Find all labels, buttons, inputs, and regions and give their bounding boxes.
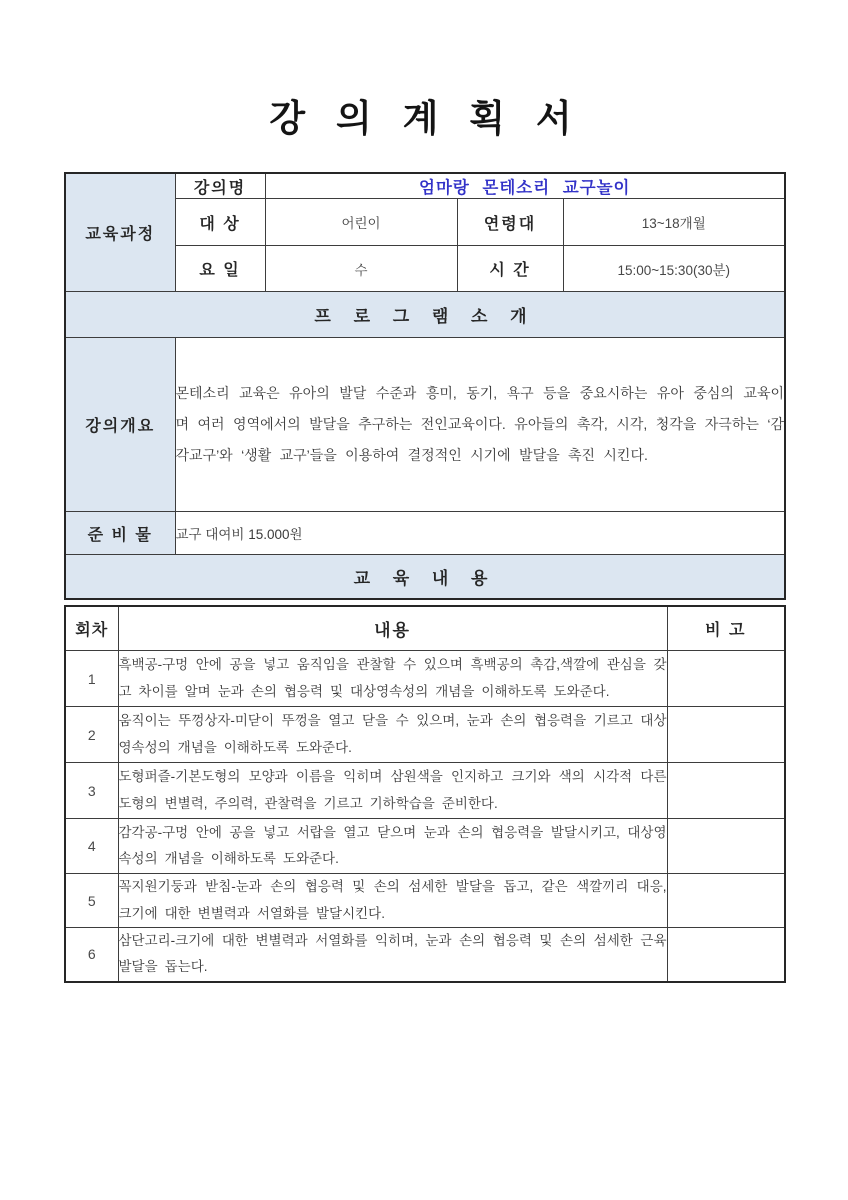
section-header-row [65,292,785,338]
target-label: 대 상 [175,199,265,246]
column-content: 내용 [118,606,667,651]
day-label: 요 일 [175,246,265,292]
session-note [667,819,785,874]
course-info-table [64,172,786,600]
target-value: 어린이 [265,199,457,246]
section-header-row [65,555,785,600]
table-row [65,512,785,555]
session-number: 5 [65,874,118,928]
session-number: 3 [65,763,118,819]
table-row [65,338,785,512]
overview-text: 몬테소리 교육은 유아의 발달 수준과 흥미, 동기, 욕구 등을 중요시하는 유아 중심의 교육이며 여러 영역에서의 발달을 추구하는 전인교육이다. 유아들의 촉각, 시각, 청각을 자극하는 ‘감각교구’와 ‘생활 교구’들을 이용하여 결정적인 시기에 발달을 촉진 시킨다. [175,338,785,512]
session-number: 2 [65,707,118,763]
age-value: 13~18개월 [563,199,785,246]
session-number: 6 [65,928,118,982]
session-content: 꼭지원기둥과 받침-눈과 손의 협응력 및 손의 섬세한 발달을 돕고, 같은 색깔끼리 대응, 크기에 대한 변별력과 서열화를 발달시킨다. [118,874,667,928]
column-note: 비 고 [667,606,785,651]
materials-label: 준 비 물 [65,512,175,555]
overview-label: 강의개요 [65,338,175,512]
table-row [65,173,785,199]
curriculum-header-row [65,606,785,651]
session-note [667,707,785,763]
curriculum-table [64,605,786,983]
age-label: 연령대 [457,199,563,246]
table-row [65,819,785,874]
session-content: 도형퍼즐-기본도형의 모양과 이름을 익히며 삼원색을 인지하고 크기와 색의 시각적 다른 도형의 변별력, 주의력, 관찰력을 기르고 기하학습을 준비한다. [118,763,667,819]
session-content: 움직이는 뚜껑상자-미닫이 뚜껑을 열고 닫을 수 있으며, 눈과 손의 협응력을 기르고 대상영속성의 개념을 이해하도록 도와준다. [118,707,667,763]
session-number: 1 [65,651,118,707]
table-row [65,928,785,982]
materials-value: 교구 대여비 15.000원 [175,512,785,555]
lecture-name-label: 강의명 [175,173,265,199]
time-value: 15:00~15:30(30분) [563,246,785,292]
time-label: 시 간 [457,246,563,292]
session-note [667,651,785,707]
session-note [667,928,785,982]
table-row [65,763,785,819]
page-title: 강 의 계 획 서 [269,96,579,140]
program-intro-header: 프 로 그 램 소 개 [65,292,785,338]
curriculum-header: 교 육 내 용 [65,555,785,600]
session-content: 감각공-구멍 안에 공을 넣고 서랍을 열고 닫으며 눈과 손의 협응력을 발달시키고, 대상영속성의 개념을 이해하도록 도와준다. [118,819,667,874]
table-row [65,651,785,707]
column-session: 회차 [65,606,118,651]
table-row [65,707,785,763]
session-number: 4 [65,819,118,874]
session-content: 삼단고리-크기에 대한 변별력과 서열화를 익히며, 눈과 손의 협응력 및 손의 섬세한 근육발달을 돕는다. [118,928,667,982]
table-row [65,874,785,928]
session-note [667,874,785,928]
lecture-name-value: 엄마랑 몬테소리 교구놀이 [265,173,785,199]
session-note [667,763,785,819]
session-content: 흑백공-구멍 안에 공을 넣고 움직임을 관찰할 수 있으며 흑백공의 촉감,색깔에 관심을 갖고 차이를 알며 눈과 손의 협응력 및 대상영속성의 개념을 이해하도록 도와준다. [118,651,667,707]
course-section-label: 교육과정 [65,173,175,292]
day-value: 수 [265,246,457,292]
